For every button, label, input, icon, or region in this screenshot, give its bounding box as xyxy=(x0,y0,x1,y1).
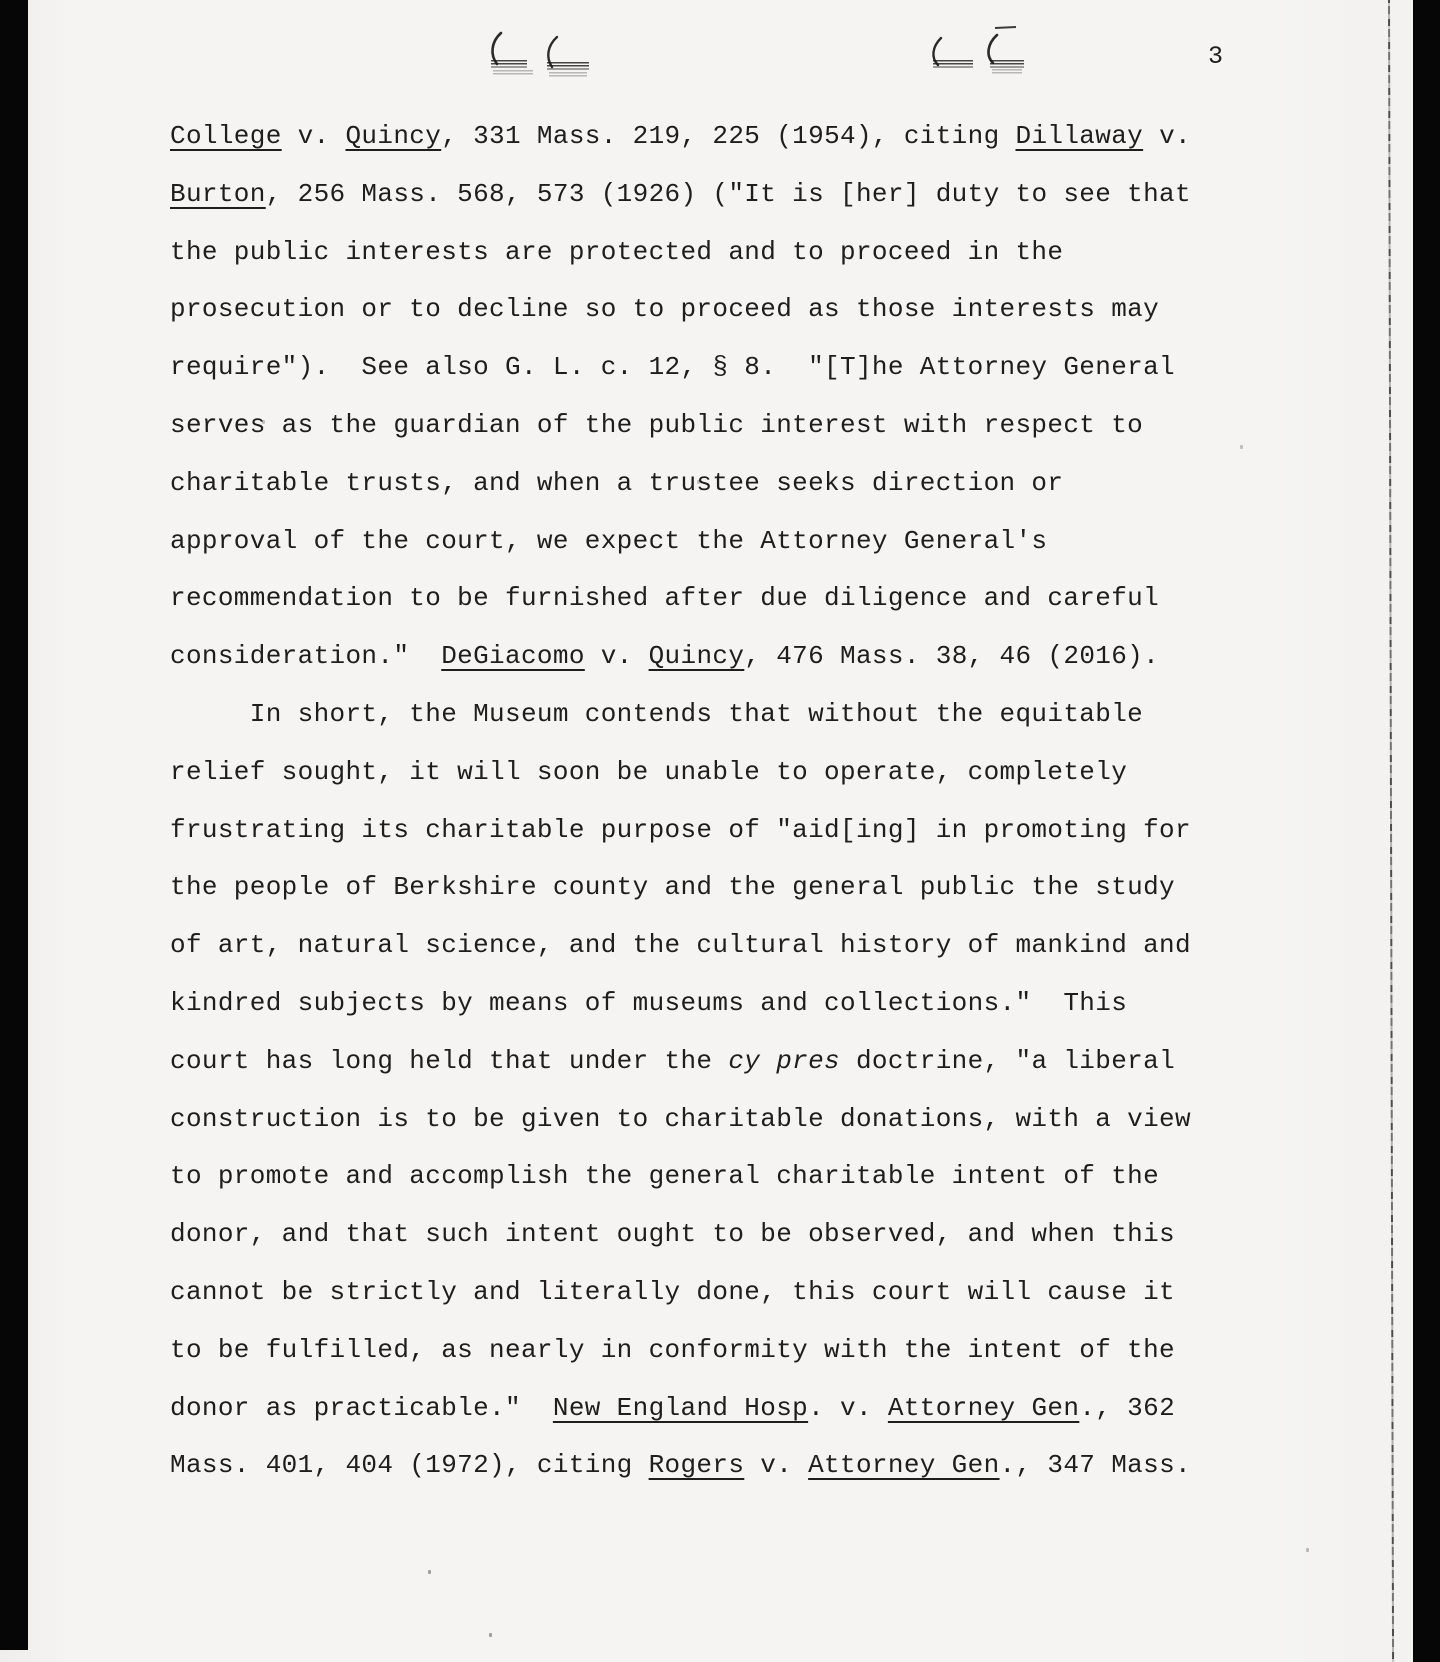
text-segment: , 256 Mass. 568, 573 (1926) ("It is [her] duty to see that xyxy=(265,178,1191,209)
text-segment: kindred subjects by means of museums and collections." This xyxy=(170,987,1128,1018)
case-citation: Attorney Gen xyxy=(887,1392,1080,1423)
document-line xyxy=(170,1380,1245,1438)
text-segment: recommendation to be furnished after due diligence and careful xyxy=(170,583,1160,614)
document-line xyxy=(170,455,1245,513)
italic-term: cy pres xyxy=(728,1045,841,1076)
text-segment: v. xyxy=(1143,121,1191,151)
document-line xyxy=(170,744,1245,802)
scan-speck xyxy=(1306,1548,1309,1552)
case-citation: Attorney Gen xyxy=(808,1450,1000,1481)
scan-smudge xyxy=(990,60,1024,68)
case-citation: Quincy xyxy=(648,641,745,672)
scan-smudge xyxy=(491,60,527,68)
document-line xyxy=(170,224,1245,282)
document-line xyxy=(170,859,1245,917)
text-segment: v. xyxy=(584,641,649,672)
document-line xyxy=(170,1206,1245,1264)
document-line xyxy=(170,917,1245,975)
document-line xyxy=(170,628,1245,686)
document-line xyxy=(170,802,1245,860)
text-segment: consideration." xyxy=(170,641,442,672)
document-line xyxy=(170,1264,1245,1322)
case-citation: New England Hosp xyxy=(552,1392,809,1423)
document-line xyxy=(170,1437,1245,1495)
case-citation: DeGiacomo xyxy=(441,641,585,672)
text-segment: doctrine, "a liberal xyxy=(840,1045,1176,1076)
case-citation: Rogers xyxy=(648,1450,745,1481)
text-segment: court has long held that under the xyxy=(170,1045,729,1076)
scan-artifact-vertical-line xyxy=(1388,0,1394,1662)
text-segment: donor as practicable." xyxy=(170,1392,553,1423)
text-segment: require"). See also G. L. c. 12, § 8. "[T]he Attorney General xyxy=(170,352,1176,383)
text-segment: approval of the court, we expect the Attorney General's xyxy=(170,525,1048,556)
document-line xyxy=(170,397,1245,455)
text-segment: ., 347 Mass. xyxy=(999,1450,1191,1481)
text-segment: of art, natural science, and the cultural history of mankind and xyxy=(170,930,1191,961)
document-line xyxy=(170,570,1245,628)
case-citation: College xyxy=(170,121,282,151)
handwritten-paren-marks-icon xyxy=(0,0,1440,120)
text-segment: to promote and accomplish the general charitable intent of the xyxy=(170,1161,1160,1192)
text-segment: Mass. 401, 404 (1972), citing xyxy=(170,1450,649,1481)
document-line xyxy=(170,108,1245,166)
document-line xyxy=(170,1148,1245,1206)
scan-smudge xyxy=(992,69,1022,75)
case-citation: Dillaway xyxy=(1015,121,1144,151)
text-segment: donor, and that such intent ought to be observed, and when this xyxy=(170,1219,1176,1250)
text-segment: In short, the Museum contends that without the equitable xyxy=(170,698,1144,729)
document-line xyxy=(170,1091,1245,1149)
scan-edge-right-strip xyxy=(1413,0,1440,1662)
document-body xyxy=(170,108,1245,1495)
text-segment: relief sought, it will soon be unable to operate, completely xyxy=(170,756,1128,787)
scan-smudge xyxy=(493,70,533,76)
text-segment: charitable trusts, and when a trustee seeks direction or xyxy=(170,467,1064,498)
text-segment: , 476 Mass. 38, 46 (2016). xyxy=(744,641,1160,672)
case-citation: Quincy xyxy=(345,121,442,151)
text-segment: , 331 Mass. 219, 225 (1954), citing xyxy=(441,121,1016,151)
text-segment: to be fulfilled, as nearly in conformity with the intent of the xyxy=(170,1334,1176,1365)
document-line xyxy=(170,1033,1245,1091)
text-segment: the people of Berkshire county and the general public the study xyxy=(170,872,1176,903)
text-segment: the public interests are protected and to proceed in the xyxy=(170,236,1064,267)
document-line xyxy=(170,686,1245,744)
document-line xyxy=(170,339,1245,397)
text-segment: cannot be strictly and literally done, this court will cause it xyxy=(170,1276,1176,1307)
scan-speck xyxy=(428,1570,431,1574)
text-segment: prosecution or to decline so to proceed as those interests may xyxy=(170,294,1160,325)
text-segment: frustrating its charitable purpose of "aid[ing] in promoting for xyxy=(170,814,1191,845)
scan-smudge xyxy=(549,72,587,78)
document-line xyxy=(170,513,1245,571)
scan-smudge xyxy=(933,60,973,68)
document-line xyxy=(170,1322,1245,1380)
scan-smudge xyxy=(547,62,589,70)
text-segment: . v. xyxy=(808,1392,888,1423)
page-number: 3 xyxy=(1208,42,1224,71)
text-segment: v. xyxy=(281,121,346,151)
scan-speck xyxy=(489,1633,492,1637)
text-segment: ., 362 xyxy=(1079,1392,1176,1423)
document-line xyxy=(170,166,1245,224)
document-line xyxy=(170,281,1245,339)
text-segment: serves as the guardian of the public interest with respect to xyxy=(170,409,1144,440)
text-segment: construction is to be given to charitable donations, with a view xyxy=(170,1103,1191,1134)
text-segment: v. xyxy=(744,1450,809,1481)
scan-edge-left-strip xyxy=(0,0,28,1650)
case-citation: Burton xyxy=(170,178,266,209)
document-line xyxy=(170,975,1245,1033)
